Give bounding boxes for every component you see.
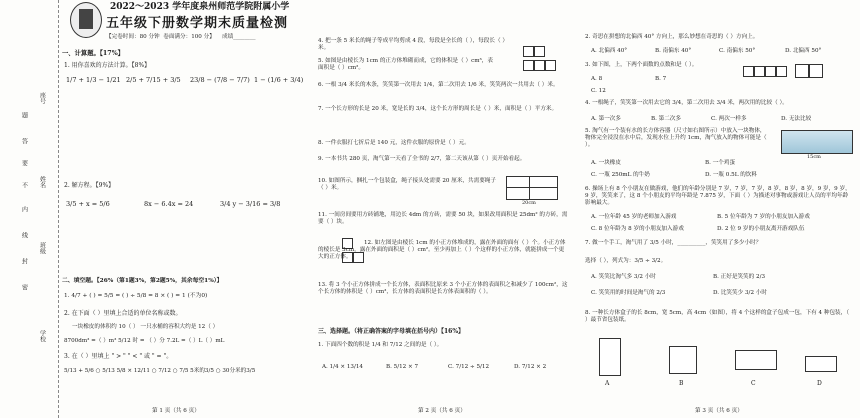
box-pack-figure-c [735, 350, 777, 370]
question-text: 13. 将 3 个小正方体拼成一个长方体，表面积比原来 3 个小正方体的表面积之和减少了 100cm²，这个长方体的体积是（ ）cm³，长方体的表面积是长方体表面积的（ ）。 [318, 282, 568, 295]
question-text: 5/13 + 5/6 ○ 5/13 5/8 × 12/11 ○ 7/12 ○ 7/5 5米的3/5 ○ 30分米的3/5 [64, 368, 256, 374]
question-text: 3. 如下图，上，下两个面数的点数和是（ ）。 [585, 62, 698, 68]
choice-option[interactable]: C. 12 [591, 88, 606, 94]
exam-score: 卷面满分：100 分】 [163, 34, 215, 40]
section-heading: 二、填空题。【26%（第1题3%，第2题5%，其余每空1%）】 [62, 278, 223, 284]
question-text: 4. 一根绳子，笑笑第一次用去它的 3/4，第二次用去 3/4 米，两次用的比较（ ）。 [585, 100, 788, 106]
question-text: 6. 一根 3/4 米长的木条，笑笑第一次用去 1/4，第二次用去 1/6 米，笑笑两次一共用去（ ）米。 [318, 82, 559, 88]
question-text: 6. 操场上有 8 个小朋友在做游戏，他们的年龄分别是 7 岁，7 岁，7 岁，8 岁，8 岁，8 岁，9 岁，9 岁，9 岁，笑笑来了，这 8 个小朋友的平均年龄是 7.875 岁，下面（ ）为描述对事物或游戏让人员的平均年龄影响最大。 [585, 186, 851, 206]
margin-label: 封 [20, 258, 28, 264]
choice-option[interactable]: D. 北偏西 50° [785, 48, 822, 54]
page-1 [62, 0, 307, 418]
exam-info [106, 34, 256, 41]
question-text: 8. 一件衣服打七折后是 140 元，这件衣服的原价是（ ）元。 [318, 140, 470, 146]
question-text: 选择（ ），列式为：3/5 ÷ 3/2。 [585, 258, 667, 264]
question-text: 7. 做一个手工，淘气用了 3/5 小时，__________，笑笑用了多少小时？ [585, 240, 762, 246]
question-text: 5. 如图是由棱长为 1cm 的正方体堆砌而成，它的体积是（ ）cm³，表面积是（ ）cm²。 [318, 58, 493, 71]
choice-option[interactable]: A. 北偏西 40° [591, 48, 628, 54]
margin-label: 密 [20, 284, 28, 290]
binding-margin [0, 0, 59, 418]
exam-time: 【完卷时间：80 分钟 [106, 34, 160, 40]
equation: 8x − 6.4x = 24 [144, 200, 194, 208]
choice-option[interactable]: A. 笑笑比淘气多 3/2 小时 [591, 274, 656, 280]
question-text: 2. 在下面（ ）里填上合适的单位名称或数。 [64, 310, 182, 317]
question-text: 3. 在（ ）里填上 " > " " < " 或 " = "。 [64, 353, 173, 360]
question-text: 1. 下面四个数的积是 1/4 和 7/12 之间的是（ ）。 [318, 342, 443, 348]
cube-stack-figure [523, 46, 556, 73]
margin-label: 姓名 [38, 176, 46, 188]
question-text: 12. 如左图是由棱长 1cm 的小正方体堆成的，露在外面的面有（ ）个。小正方体的棱长是 3cm，露在外面的面积是（ ）cm²。至少再加上（ ）个这样的小正方体，就能拼成一个更大的正方体。 [318, 240, 566, 260]
choice-option[interactable]: D. 比笑笑少 3/2 小时 [713, 290, 767, 296]
box-pack-figure-d [805, 356, 837, 372]
page-2 [318, 0, 573, 418]
question-text: 7. 一个长方形的长是 20 米，宽是长的 3/4，这个长方形的周长是（ ）米，面积是（ ）平方米。 [318, 106, 558, 112]
choice-option[interactable]: B. 5 位年龄为 7 岁的小朋友加入游戏 [717, 214, 810, 220]
question-text: 1. 用你喜欢的方法计算。【8%】 [64, 62, 151, 69]
dimension-label: 15cm [807, 154, 821, 160]
choice-option[interactable]: C. 8 位年龄为 8 岁的小朋友加入游戏 [591, 226, 684, 232]
choice-option[interactable]: D. 2 位 9 岁的小朋友离开游戏队伍 [717, 226, 805, 232]
choice-option[interactable]: D. 无法比较 [781, 116, 812, 122]
figure-label[interactable]: A [605, 380, 610, 387]
calc-item: 23/8 − (7/8 − 7/7) [190, 76, 250, 84]
school-logo [70, 2, 102, 38]
page-footer: 第 2 页（共 6 页） [418, 408, 466, 415]
margin-label: 不 [20, 182, 28, 188]
choice-option[interactable]: A. 8 [591, 76, 603, 82]
choice-option[interactable]: B. 5/12 × 7 [386, 364, 419, 370]
choice-option[interactable]: B. 第二次多 [651, 116, 682, 122]
choice-option[interactable]: A. 一块橡皮 [591, 160, 621, 166]
calc-item: 2/5 + 7/15 + 3/5 [126, 76, 181, 84]
water-tank-figure [781, 130, 853, 154]
choice-option[interactable]: B. 南偏东 40° [655, 48, 692, 54]
page-footer: 第 1 页（共 6 页） [152, 408, 200, 415]
exam-result: 成绩________ [221, 34, 256, 40]
page-footer: 第 3 页（共 6 页） [695, 408, 743, 415]
margin-label: 题 [20, 112, 28, 118]
choice-option[interactable]: D. 7/12 × 2 [514, 364, 547, 370]
box-pack-figure-a [599, 338, 621, 376]
choice-option[interactable]: D. 一瓶 0.5L 的饮料 [705, 172, 757, 178]
margin-label: 答 [20, 138, 28, 144]
gift-box-figure [506, 176, 558, 200]
question-text: 8. 一种长方体盒子的长 8cm，宽 5cm，高 4cm（如图），将 4 个这样的盒子包成一包，下有 4 种包装，（ ）最节省包装纸。 [585, 310, 850, 323]
margin-label: 要 [20, 160, 28, 166]
question-text: 2. 解方程。【9%】 [64, 182, 115, 189]
choice-option[interactable]: C. 笑笑用的时间是淘气的 2/3 [591, 290, 666, 296]
margin-label: 学校 [38, 330, 46, 342]
question-text: 4. 把一条 5 米长的绳子等成平均剪成 4 段，每段是全长的（ ），每段长（ ）米。 [318, 38, 508, 51]
question-text: 2. 奇思在拼想的北偏西 40° 方向上，那么妙想在奇思的（ ）方向上。 [585, 34, 759, 40]
choice-option[interactable]: B. 一个鸡蛋 [705, 160, 736, 166]
choice-option[interactable]: B. 7 [655, 76, 667, 82]
exam-title: 五年级下册数学期末质量检测 [106, 16, 289, 31]
equation: 3/5 + x = 5/6 [66, 200, 110, 208]
dimension-label: 20cm [522, 200, 536, 206]
box-pack-figure-b [669, 346, 697, 374]
figure-label[interactable]: B [679, 380, 684, 387]
section-heading: 一、计算题。【17%】 [62, 50, 124, 57]
dice-figure [795, 64, 823, 81]
calc-item: 1 − (1/6 + 3/4) [254, 76, 304, 84]
choice-option[interactable]: A. 1/4 × 13/14 [322, 364, 363, 370]
question-text: 9. 一本书共 280 页，淘气第一天看了全书的 2/7，第二天该从第（ ）页开始看起。 [318, 156, 526, 162]
equation: 3/4 y − 3/16 = 3/8 [220, 200, 281, 208]
margin-label: 线 [20, 232, 28, 238]
question-text: 1. 4/7 + ( ) = 5/5 = ( ) ÷ 5/8 = 8 × ( ) = 1 (不为0) [64, 293, 208, 299]
figure-label[interactable]: D [817, 380, 822, 387]
choice-option[interactable]: C. 一瓶 250mL 的牛奶 [591, 172, 650, 178]
margin-label: 座号 [38, 92, 46, 104]
page-3 [585, 0, 857, 418]
question-text: 8700dm³ =（ ）m³ 5/12 时 = （ ）分 7.2L =（ ）L（ ）mL [64, 338, 225, 344]
margin-label: 班级 [38, 242, 46, 254]
question-text: 5. 淘气有一个装有水的长方体容器（尺寸如右图所示）中放入一块物体，物体完全浸没在水中后，发现水位上升约 1cm，淘气放入的物体可能是（ ）。 [585, 128, 767, 148]
choice-option[interactable]: C. 7/12 ÷ 5/12 [448, 364, 490, 370]
calc-item: 1/7 + 1/3 − 1/21 [66, 76, 121, 84]
figure-label[interactable]: C [751, 380, 756, 387]
question-text: 一块橡皮的体积约 10（ ） 一只水桶的容积大约是 12（ ） [72, 324, 219, 330]
margin-label: 内 [20, 206, 28, 212]
choice-option[interactable]: A. 第一次多 [591, 116, 621, 122]
choice-option[interactable]: C. 南偏东 50° [719, 48, 756, 54]
question-text: 11. 一间房间要用方砖铺地，用边长 4dm 的方砖，需要 50 块，如果改用面积是 25dm² 的方砖，需要（ ）块。 [318, 212, 568, 225]
question-text: 10. 如图所示，捆扎一个包装盒，绳子接头处需要 20 厘米，共需要绳子（ ）米。 [318, 178, 496, 191]
choice-option[interactable]: A. 一位年龄 45 岁的老师加入游戏 [591, 214, 677, 220]
dice-net-figure [743, 66, 787, 80]
school-name: 2022～2023 学年度泉州师范学院附属小学 [110, 2, 290, 12]
section-heading: 三、选择题。（将正确答案的字母填在括号内）【16%】 [318, 328, 465, 335]
choice-option[interactable]: B. 正好是笑笑的 2/3 [713, 274, 766, 280]
choice-option[interactable]: C. 两次一样多 [711, 116, 747, 122]
